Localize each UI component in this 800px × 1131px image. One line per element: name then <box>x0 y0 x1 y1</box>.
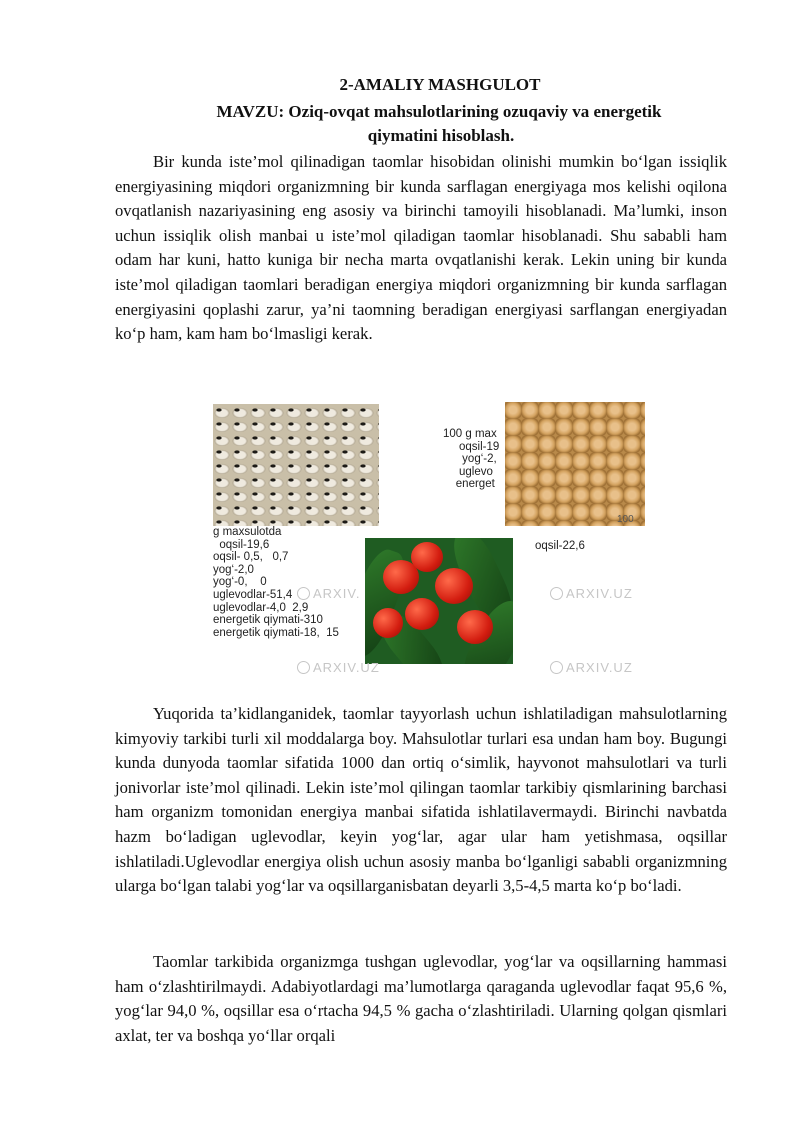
figure-label-right: 100 g max oqsil-19 yog‘-2, uglevo energet <box>443 428 500 491</box>
exercise-number: 2-AMALIY MASHGULOT <box>339 75 541 94</box>
figure-label-left: g maxsulotda oqsil-19,6 oqsil- 0,5, 0,7 yog‘-2,0 yog‘-0, 0 uglevodlar-51,4 uglevodlar-4,0 2,9 energetik qiymati-310 energetik qiymati-18, 15 <box>213 526 339 639</box>
topic-title: MAVZU: Oziq-ovqat mahsulotlarining ozuqaviy va energetik <box>216 102 662 121</box>
watermark: ARXIV.UZ <box>297 660 380 675</box>
beans-photo <box>213 404 379 526</box>
figure-label-number: 100 <box>617 514 634 525</box>
watermark: ARXIV.UZ <box>550 660 633 675</box>
chickpeas-photo <box>505 402 645 526</box>
watermark: ARXIV. <box>297 586 360 601</box>
topic-title-continued: qiymatini hisoblash. <box>367 126 515 145</box>
paragraph-2: Yuqorida ta’kidlanganidek, taomlar tayyorlash uchun ishlatiladigan mahsulotlarning kimyoviy tarkibi turli xil moddalarga boy. Mahsulotlar turlari esa undan ham boy. Bugungi kunda dunyoda taomlar sifatida 1000 dan ortiq o‘simlik, hayvonot mahsulotlari va turli jonivorlar iste’mol qilinadi. Lekin iste’mol qilingan taomlar tarkibiy qismlarining barchasi ham organizm tomonidan energiya manbai sifatida ishlatilavermaydi. Birinchi navbatda hazm bo‘ladigan uglevodlar, keyin yog‘lar, agar ular ham yetishmasa, oqsillar ishlatiladi.Uglevodlar energiya olish uchun asosiy manba bo‘lganligi sababli organizmning ularga bo‘lgan talabi yog‘lar va oqsillarganisbatan deyarli 3,5-4,5 marta ko‘p bo‘ladi. <box>115 704 727 896</box>
figure-label-chickpea: oqsil-22,6 <box>535 540 585 552</box>
paragraph-1: Bir kunda iste’mol qilinadigan taomlar hisobidan olinishi mumkin bo‘lgan issiqlik energiyasining miqdori organizmning bir kunda sarflagan energiyaga mos kelishi oqilona ovqatlanish nazariyasining eng asosiy va birinchi tamoyili hisoblanadi. Ma’lumki, inson uchun issiqlik olish manbai u iste’mol qiladigan taomlar hisoblanadi. Shu sababli ham odam har kuni, hatto kuniga bir necha marta ovqatlanishi kerak. Lekin uning bir kunda iste’mol qiladigan taomlari beradigan energiya miqdori organizmning bir kunda sarflagan energiyasini qoplashi zarur, ya’ni taomning beradigan energiyasi sarflangan energiyadan ko‘p ham, kam ham bo‘lmasligi kerak. <box>115 152 727 344</box>
vegetables-photo <box>365 538 513 664</box>
food-composition-figure <box>205 398 645 684</box>
paragraph-3: Taomlar tarkibida organizmga tushgan uglevodlar, yog‘lar va oqsillarning hammasi ham o‘zlashtirilmaydi. Adabiyotlardagi ma’lumotlarga qaraganda uglevodlar faqat 95,6 %, yog‘lar 94,0 %, oqsillar esa o‘rtacha 94,5 % gacha o‘zlashtiriladi. Ularning qolgan qismlari axlat, ter va boshqa yo‘llar orqali <box>115 952 727 1045</box>
watermark: ARXIV.UZ <box>550 586 633 601</box>
